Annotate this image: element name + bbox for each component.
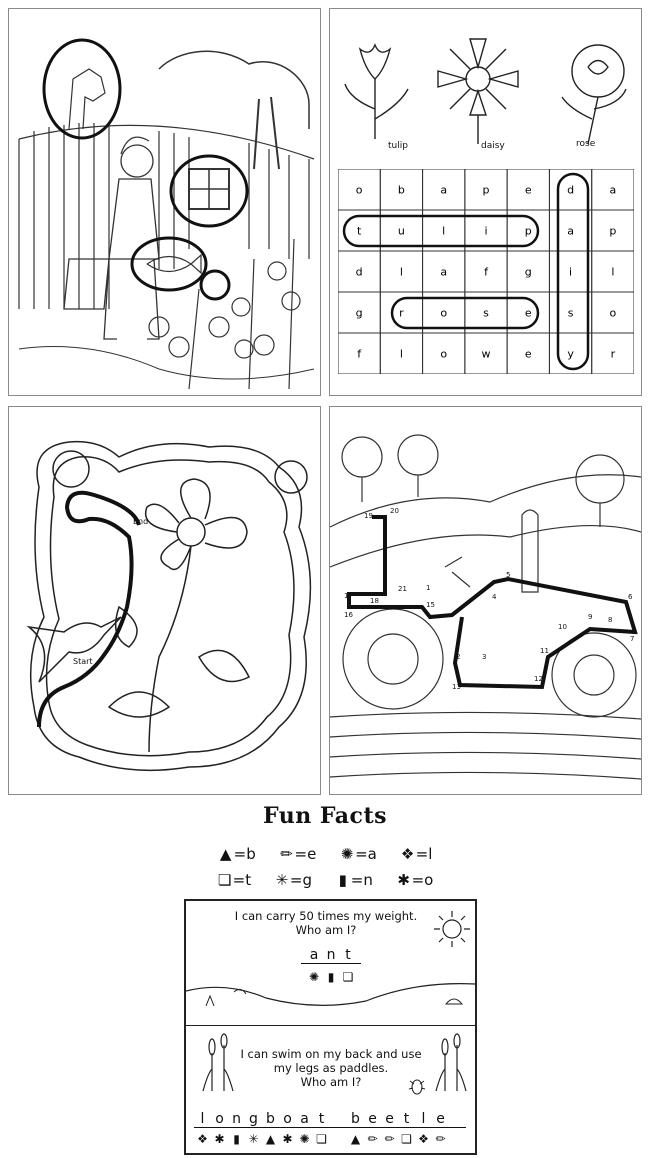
- tomato-plants: [149, 239, 300, 389]
- key-symbol-triangle-icon: ▲: [219, 845, 232, 863]
- tractor-dot-to-dot: [330, 407, 641, 794]
- key-item: ❖=l: [400, 845, 433, 863]
- code-symbol-icon: ✏: [384, 1132, 395, 1146]
- grid-letter: o: [440, 306, 448, 320]
- answer-letter: b: [266, 1111, 275, 1127]
- dot-number: 5: [506, 571, 511, 579]
- found-word-tulip: [344, 216, 538, 246]
- riddle-2-answer: [194, 1111, 466, 1128]
- dot-number: 19: [364, 512, 373, 520]
- code-symbol-icon: ▮: [233, 1132, 240, 1146]
- grid-letter: t: [356, 224, 362, 238]
- answer-letter: e: [385, 1111, 394, 1127]
- key-item: ✱ =o: [397, 871, 434, 889]
- answer-letter: a: [309, 947, 319, 963]
- grid-letter: r: [610, 347, 616, 361]
- daisy-drawing: [466, 67, 490, 91]
- dot-number: 10: [558, 623, 567, 631]
- maze-panel: [8, 406, 321, 795]
- key-symbol-snowflake-icon: ✳: [275, 871, 289, 889]
- rose-drawing: [572, 45, 624, 97]
- key-symbol-square-icon: ❏: [217, 871, 232, 889]
- grid-letter: d: [567, 183, 575, 197]
- grid-letter: i: [484, 224, 488, 238]
- code-symbol-icon: ✳: [248, 1132, 259, 1146]
- key-item: ❏=t: [217, 871, 252, 889]
- riddle-2-code: [194, 1131, 466, 1147]
- grid-letter: a: [440, 265, 448, 279]
- code-symbol-icon: ❖: [197, 1132, 208, 1146]
- code-symbol-icon: ✱: [282, 1132, 293, 1146]
- grid-letter: u: [397, 224, 405, 238]
- puzzle-divider: [186, 1025, 475, 1026]
- grid-letter: e: [524, 183, 532, 197]
- grid-letter: w: [481, 347, 491, 361]
- code-symbol-icon: ▲: [265, 1132, 276, 1146]
- code-symbol-icon: ✱: [214, 1132, 225, 1146]
- grid-letter: g: [524, 265, 532, 279]
- answer-letter: t: [318, 1111, 325, 1127]
- silo-drawing: [522, 510, 538, 592]
- riddle-1-answer: [301, 947, 361, 964]
- key-item: ▮ =n: [335, 871, 373, 889]
- dot-number: 17: [344, 592, 353, 600]
- grid-letter: e: [524, 306, 532, 320]
- cattail-left-icon: [198, 1033, 238, 1093]
- dot-number: 4: [492, 593, 497, 601]
- answer-letter: l: [421, 1111, 426, 1127]
- code-symbol-icon: ▮: [327, 970, 335, 984]
- fence: [19, 123, 314, 309]
- grid-letter: p: [524, 224, 532, 238]
- grid-letter: s: [483, 306, 489, 320]
- answer-letter: e: [368, 1111, 377, 1127]
- grid-letter: l: [442, 224, 446, 238]
- word-search-panel: [329, 8, 642, 396]
- code-symbol-icon: ❏: [401, 1132, 412, 1146]
- grid-letter: o: [355, 183, 363, 197]
- grid-letter: d: [355, 265, 363, 279]
- grid-letter: y: [567, 347, 574, 361]
- girl-drawing: [64, 137, 159, 339]
- grid-letter: e: [524, 347, 532, 361]
- code-symbol-icon: ✏: [435, 1132, 446, 1146]
- key-symbol-diamond-icon: ❖: [400, 845, 415, 863]
- circle-giraffe: [44, 40, 120, 138]
- key-symbol-pencil-icon: ✏: [280, 845, 293, 863]
- answer-letter: e: [436, 1111, 445, 1127]
- riddle-2-text: I can swim on my back and use my legs as paddles. Who am I?: [240, 1047, 422, 1089]
- code-symbol-icon: ❏: [316, 1132, 327, 1146]
- code-symbol-icon: ❖: [418, 1132, 429, 1146]
- sun-icon: [432, 909, 472, 949]
- answer-letter: [330, 1111, 347, 1127]
- flower-maze: [9, 407, 320, 794]
- flower-label-rose: rose: [576, 139, 596, 149]
- maze-start-label: Start: [73, 657, 93, 666]
- circle-ball: [201, 271, 229, 299]
- cattail-right-icon: [431, 1033, 471, 1093]
- answer-letter: t: [403, 1111, 410, 1127]
- key-item: ✳ =g: [275, 871, 312, 889]
- dot-number: 16: [344, 611, 353, 619]
- grid-letter: a: [567, 224, 574, 238]
- dot-number: 8: [608, 616, 613, 624]
- flower-label-tulip: tulip: [388, 141, 408, 151]
- background-trees: [342, 435, 624, 527]
- dot-number: 9: [588, 613, 593, 621]
- answer-letter: l: [200, 1111, 205, 1127]
- code-symbol-icon: ❏: [342, 970, 354, 984]
- answer-letter: n: [326, 947, 336, 963]
- grid-letter: a: [609, 183, 617, 197]
- hill-scene-drawing: [186, 976, 475, 1021]
- flower-illustrations: [330, 9, 641, 149]
- tractor-rear-wheel: [343, 609, 443, 709]
- hidden-pictures-panel: [8, 8, 321, 396]
- answer-letter: a: [300, 1111, 309, 1127]
- answer-letter: b: [351, 1111, 360, 1127]
- dot-number: 6: [628, 593, 633, 601]
- riddle-puzzle-box: [184, 899, 477, 1155]
- grid-letter: r: [399, 306, 404, 320]
- answer-letter: o: [283, 1111, 292, 1127]
- grid-letter: o: [440, 347, 448, 361]
- dot-number: 7: [630, 635, 635, 643]
- dot-number: 21: [398, 585, 407, 593]
- key-item: ✏ =e: [280, 845, 317, 863]
- key-item: ▲ =b: [218, 845, 256, 863]
- code-symbol-icon: ✺: [308, 970, 320, 984]
- dot-number: 3: [482, 653, 487, 661]
- code-symbol-icon: ▲: [350, 1132, 361, 1146]
- dot-number: 1: [426, 584, 431, 592]
- key-item: ✺ =a: [340, 845, 377, 863]
- code-symbol-icon: ✺: [299, 1132, 310, 1146]
- tractor-traced-outline: [349, 517, 635, 687]
- riddle-1-text: I can carry 50 times my weight. Who am I?: [234, 909, 418, 937]
- answer-letter: t: [345, 947, 351, 963]
- word-search-grid: [338, 169, 634, 374]
- dot-number: 2: [456, 653, 461, 661]
- answer-letter: o: [215, 1111, 224, 1127]
- maze-end-label: End: [133, 517, 149, 526]
- key-symbol-bar-icon: ▮: [338, 871, 347, 889]
- dot-number: 20: [390, 507, 399, 515]
- answer-letter: g: [249, 1111, 258, 1127]
- dot-number: 12: [534, 675, 543, 683]
- grid-letter: f: [357, 347, 362, 361]
- dot-number: 13: [452, 683, 461, 691]
- dot-to-dot-panel: [329, 406, 642, 795]
- cipher-key-row-2: [0, 871, 650, 889]
- cipher-key-row-1: [0, 845, 650, 863]
- garden-girl-illustration: [9, 9, 320, 395]
- tulip-drawing: [360, 45, 390, 79]
- grid-letter: i: [569, 265, 573, 279]
- grid-letter: l: [611, 265, 615, 279]
- answer-letter: n: [232, 1111, 241, 1127]
- key-symbol-asterisk-icon: ✱: [397, 871, 410, 889]
- found-word-daisy: [558, 174, 588, 369]
- flower-label-daisy: daisy: [481, 141, 505, 151]
- key-symbol-flower-icon: ✺: [340, 845, 354, 863]
- grid-letter: f: [484, 265, 488, 279]
- grid-letter: a: [440, 183, 448, 197]
- code-symbol-icon: ✏: [367, 1132, 378, 1146]
- grid-letter: s: [567, 306, 574, 320]
- dot-number: 15: [426, 601, 435, 609]
- circle-fish: [132, 238, 206, 290]
- grid-letter: b: [397, 183, 405, 197]
- dot-number: 11: [540, 647, 549, 655]
- code-symbol-icon: [330, 1132, 347, 1146]
- grid-letter: g: [355, 306, 363, 320]
- fun-facts-title: Fun Facts: [263, 803, 387, 829]
- grid-letter: l: [399, 347, 403, 361]
- giraffe-drawing: [69, 69, 105, 129]
- dot-number: 18: [370, 597, 379, 605]
- grid-letter: l: [399, 265, 403, 279]
- grid-letter: o: [609, 306, 617, 320]
- grid-letter: p: [482, 183, 490, 197]
- beetle-icon: [406, 1075, 428, 1097]
- maze-flower-center: [177, 518, 205, 546]
- grid-letter: p: [609, 224, 617, 238]
